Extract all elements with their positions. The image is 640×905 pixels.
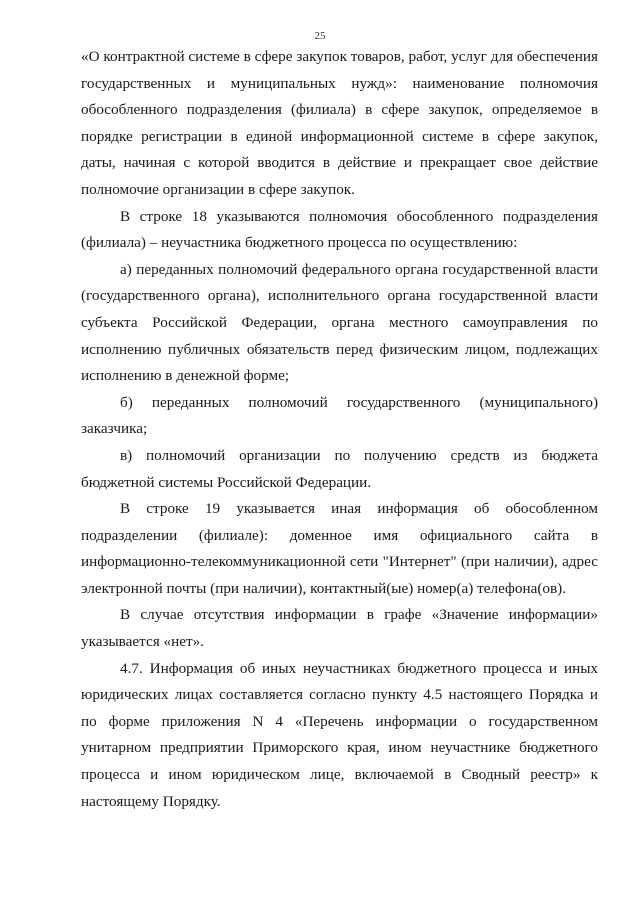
page-number: 25 <box>314 30 326 42</box>
paragraph-item-b: б) переданных полномочий государственного (муниципального) заказчика; <box>81 393 598 438</box>
paragraph-item-c: в) полномочий организации по получению средств из бюджета бюджетной системы Российской Федерации. <box>81 446 598 491</box>
paragraph-line-18: В строке 18 указываются полномочия обособленного подразделения (филиала) – неучастника бюджетного процесса по осуществлению: <box>81 207 598 252</box>
paragraph-no-info: В случае отсутствия информации в графе «Значение информации» указывается «нет». <box>81 606 598 651</box>
document-body <box>81 44 598 815</box>
paragraph-contract-system: «О контрактной системе в сфере закупок товаров, работ, услуг для обеспечения государственных и муниципальных нужд»: наименование полномочия обособленного подразделения (филиала) в сфере закупок, определяемое в порядке регистрации в единой информационной системе в сфере закупок, даты, начиная с которой вводится в действие и прекращает свое действие полномочие организации в сфере закупок. <box>81 48 598 198</box>
paragraph-section-4-7: 4.7. Информация об иных неучастниках бюджетного процесса и иных юридических лицах составляется согласно пункту 4.5 настоящего Порядка и по форме приложения N 4 «Перечень информации о государственном унитарном предприятии Приморского края, ином неучастнике бюджетного процесса и ином юридическом лице, включаемой в Сводный реестр» к настоящему Порядку. <box>81 659 598 810</box>
paragraph-item-a: а) переданных полномочий федерального органа государственной власти (государственного органа), исполнительного органа государственной власти субъекта Российской Федерации, органа местного самоуправления по исполнению публичных обязательств перед физическим лицом, подлежащих исполнению в денежной форме; <box>81 260 598 385</box>
paragraph-line-19: В строке 19 указывается иная информация об обособленном подразделении (филиале): доменное имя официального сайта в информационно-телекоммуникационной сети "Интернет" (при наличии), адрес электронной почты (при наличии), контактный(ые) номер(а) телефона(ов). <box>81 500 598 597</box>
